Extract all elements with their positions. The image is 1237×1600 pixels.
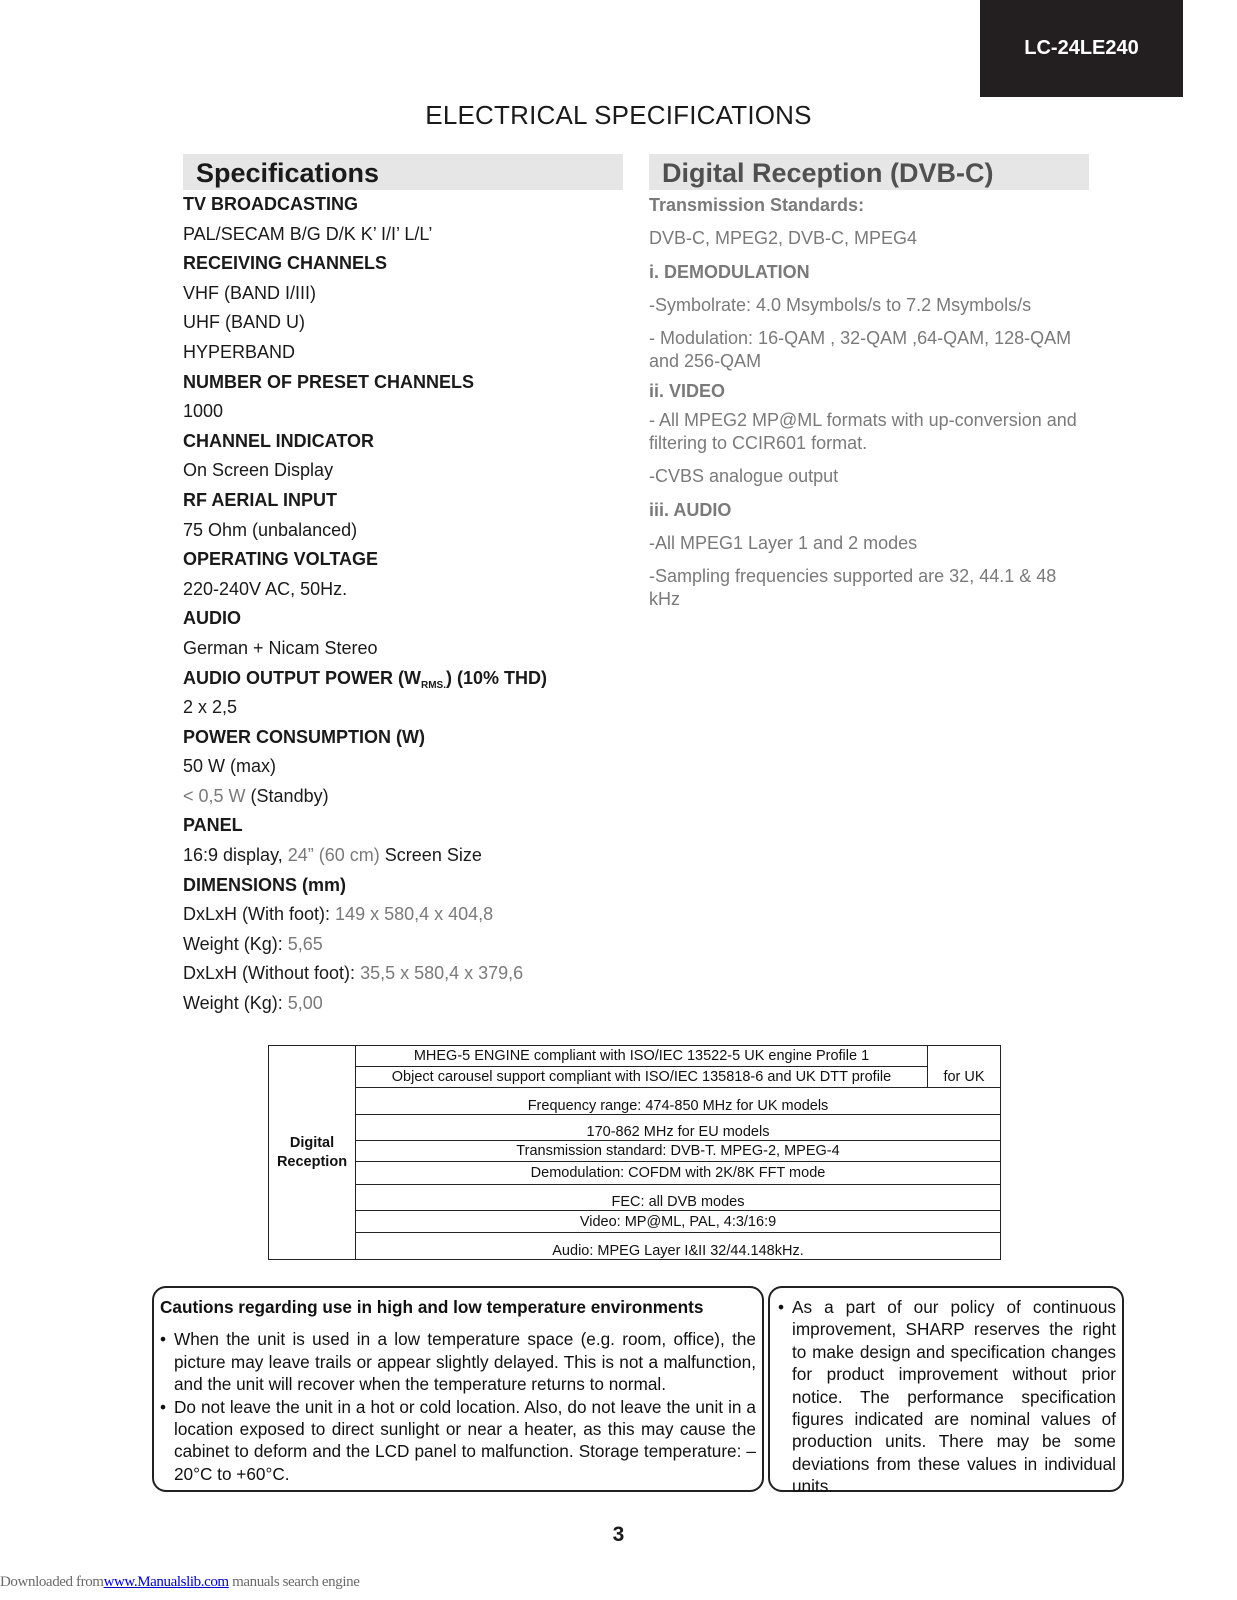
table-row (269, 1141, 1001, 1162)
transmission-standards-value: DVB-C, MPEG2, DVB-C, MPEG4 (649, 228, 918, 248)
panel-label: PANEL (183, 815, 243, 836)
receiving-channel-uhf: UHF (BAND U) (183, 312, 305, 333)
standby-suffix: (Standby) (250, 785, 329, 806)
table-cell-transmission: Transmission standard: DVB-T. MPEG-2, MPEG-4 (356, 1141, 1001, 1162)
audio-mpeg1: -All MPEG1 Layer 1 and 2 modes (649, 533, 918, 553)
demodulation-label: i. DEMODULATION (649, 262, 810, 282)
policy-text: • As a part of our policy of continuous improvement, SHARP reserves the right to make design and specification changes for product improvement without prior notice. The performance specification figures indicated are nominal values of production units. There may be some deviations from these values in individual units. (778, 1296, 1116, 1498)
table-row (269, 1233, 1001, 1260)
tv-broadcasting-label: TV BROADCASTING (183, 194, 358, 214)
audio-section-label: iii. AUDIO (649, 500, 732, 520)
channel-indicator-label: CHANNEL INDICATOR (183, 430, 375, 451)
footer-suffix: manuals search engine (232, 1574, 360, 1590)
weight-label-2: Weight (Kg): (183, 993, 283, 1014)
power-consumption-standby (183, 782, 623, 812)
receiving-channel-vhf: VHF (BAND I/III) (183, 282, 317, 303)
video-label: ii. VIDEO (649, 381, 726, 401)
dvbc-content (649, 190, 1089, 614)
audio-power-label-a: AUDIO OUTPUT POWER (W (183, 667, 421, 688)
footer-prefix: Downloaded from (0, 1574, 104, 1590)
power-consumption-label: POWER CONSUMPTION (W) (183, 726, 425, 747)
table-cell-carousel: Object carousel support compliant with ISO/IEC 135818-6 and UK DTT profile (356, 1067, 928, 1088)
audio-output-power-label (183, 664, 623, 694)
weight-without-foot-value: 5,00 (287, 993, 323, 1014)
weight-with-foot (183, 930, 623, 960)
model-tab (980, 0, 1183, 97)
dimensions-with-foot (183, 900, 623, 930)
caution-item-low-temperature: • When the unit is used in a low temperature space (e.g. room, office), the picture may leave trails or appear slightly delayed. This is not a malfunction, and the unit will recover when the temperature returns to normal. (160, 1328, 756, 1395)
audio-value: German + Nicam Stereo (183, 637, 378, 658)
audio-label: AUDIO (183, 608, 241, 629)
table-row (269, 1211, 1001, 1233)
footer-link[interactable]: www.Manualslib.com (103, 1574, 229, 1590)
audio-sampling: -Sampling frequencies supported are 32, 44.1 & 48 kHz (649, 566, 1057, 609)
specifications-list (183, 190, 623, 1019)
digital-reception-row-header: Digital Reception (269, 1046, 356, 1260)
weight-label: Weight (Kg): (183, 933, 283, 954)
tv-broadcasting-value: PAL/SECAM B/G D/K K’ I/I’ L/L’ (183, 223, 433, 244)
transmission-standards-label: Transmission Standards: (649, 195, 865, 215)
panel-prefix: 16:9 display, (183, 845, 283, 866)
table-row (269, 1046, 1001, 1067)
rf-input-value: 75 Ohm (unbalanced) (183, 519, 358, 540)
receiving-channel-hyperband: HYPERBAND (183, 341, 296, 362)
demodulation-modulation: - Modulation: 16-QAM , 32-QAM ,64-QAM, 128-QAM and 256-QAM (649, 328, 1072, 371)
table-row (269, 1115, 1001, 1141)
dimensions-without-foot (183, 959, 623, 989)
without-foot-label: DxLxH (Without foot): (183, 963, 356, 984)
demodulation-symbolrate: -Symbolrate: 4.0 Msymbols/s to 7.2 Msymbols/s (649, 295, 1032, 315)
with-foot-value: 149 x 580,4 x 404,8 (335, 904, 494, 925)
page-number: 3 (612, 1523, 625, 1546)
table-cell-demodulation: Demodulation: COFDM with 2K/8K FFT mode (356, 1162, 1001, 1185)
with-foot-label: DxLxH (With foot): (183, 904, 331, 925)
specifications-column (183, 154, 623, 1019)
digital-reception-table (268, 1045, 1001, 1260)
table-cell-frequency-eu: 170-862 MHz for EU models (356, 1115, 1001, 1141)
specifications-heading: Specifications (183, 154, 623, 190)
table-cell-mheg: MHEG-5 ENGINE compliant with ISO/IEC 13522-5 UK engine Profile 1 (356, 1046, 928, 1067)
video-cvbs: -CVBS analogue output (649, 466, 839, 486)
uk-note: for UK (928, 1046, 1001, 1088)
download-footer (0, 1574, 359, 1591)
audio-output-power-value: 2 x 2,5 (183, 697, 238, 718)
video-mpeg2: - All MPEG2 MP@ML formats with up-conversion and filtering to CCIR601 format. (649, 410, 1077, 453)
rf-input-label: RF AERIAL INPUT (183, 489, 338, 510)
weight-with-foot-value: 5,65 (287, 933, 323, 954)
panel-value (183, 841, 623, 871)
weight-without-foot (183, 989, 623, 1019)
table-row (269, 1185, 1001, 1211)
channel-indicator-value: On Screen Display (183, 460, 334, 481)
audio-power-label-sub: RMS. (420, 679, 446, 691)
panel-suffix: Screen Size (384, 845, 482, 866)
audio-power-label-b: ) (10% THD) (445, 667, 547, 688)
table-row (269, 1088, 1001, 1115)
panel-size: 24” (60 cm) (287, 845, 380, 866)
dvbc-heading: Digital Reception (DVB-C) (649, 154, 1089, 190)
standby-value: < 0,5 W (183, 785, 246, 806)
cautions-box (152, 1286, 764, 1492)
table-cell-frequency-uk: Frequency range: 474-850 MHz for UK models (356, 1088, 1001, 1115)
policy-box (768, 1286, 1124, 1497)
operating-voltage-label: OPERATING VOLTAGE (183, 549, 379, 570)
power-consumption-max: 50 W (max) (183, 756, 277, 777)
table-row (269, 1162, 1001, 1185)
table-cell-fec: FEC: all DVB modes (356, 1185, 1001, 1211)
preset-channels-label: NUMBER OF PRESET CHANNELS (183, 371, 475, 392)
operating-voltage-value: 220-240V AC, 50Hz. (183, 578, 348, 599)
without-foot-value: 35,5 x 580,4 x 379,6 (360, 963, 524, 984)
table-row (269, 1067, 1001, 1088)
table-cell-video: Video: MP@ML, PAL, 4:3/16:9 (356, 1211, 1001, 1233)
receiving-channels-label: RECEIVING CHANNELS (183, 253, 388, 274)
table-cell-audio: Audio: MPEG Layer I&II 32/44.148kHz. (356, 1233, 1001, 1260)
cautions-title: Cautions regarding use in high and low temperature environments (160, 1297, 704, 1317)
caution-item-location: • Do not leave the unit in a hot or cold location. Also, do not leave the unit in a location exposed to direct sunlight or near a heater, as this may cause the cabinet to deform and the LCD panel to malfunction. Storage temperature: –20°C to +60°C. (160, 1396, 756, 1486)
page-title: ELECTRICAL SPECIFICATIONS (425, 100, 812, 130)
dvbc-column (649, 154, 1089, 614)
dimensions-label: DIMENSIONS (mm) (183, 874, 347, 895)
model-number: LC-24LE240 (1024, 37, 1139, 59)
preset-channels-value: 1000 (183, 401, 224, 422)
